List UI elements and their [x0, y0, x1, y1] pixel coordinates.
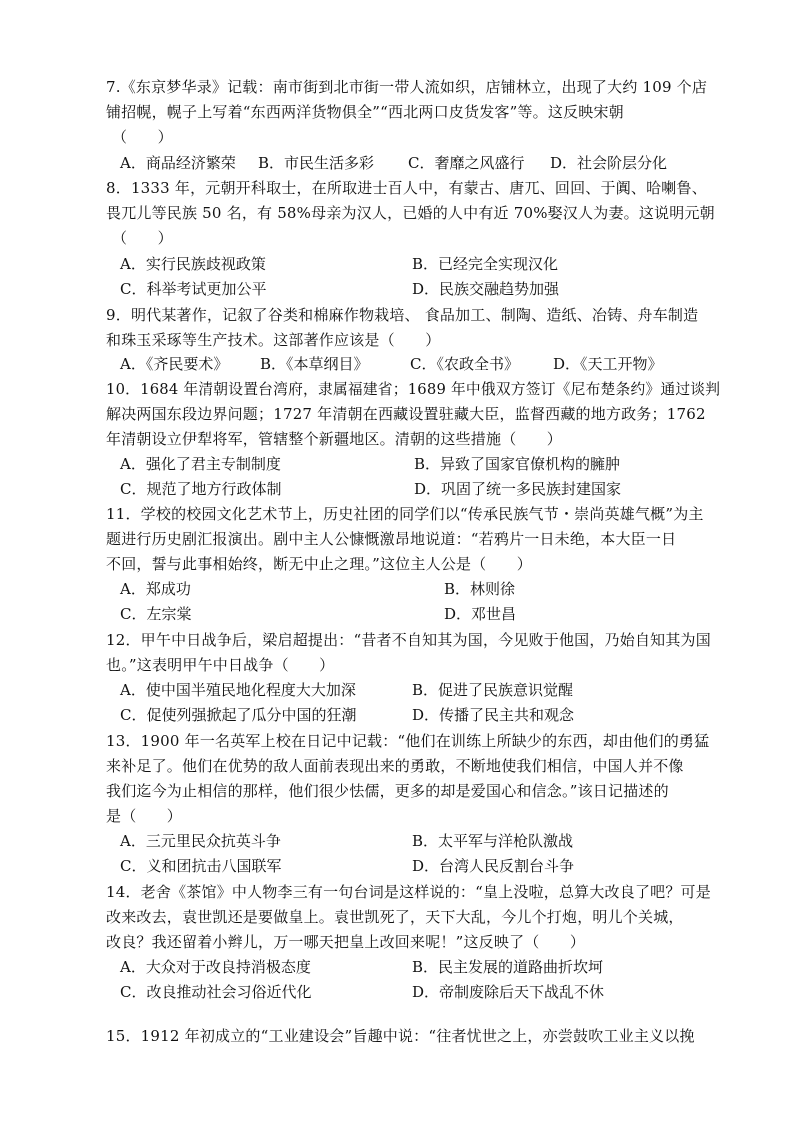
question-9-option-d[interactable]: D．《天工开物》: [553, 355, 663, 373]
question-9-option-b[interactable]: B．《本草纲目》: [260, 355, 369, 373]
question-12-option-c[interactable]: C．促使列强掀起了瓜分中国的狂潮: [120, 706, 357, 724]
question-12-option-a[interactable]: A．使中国半殖民地化程度大大加深: [120, 681, 356, 699]
question-8-option-d[interactable]: D．民族交融趋势加强: [412, 280, 560, 298]
question-13-option-c[interactable]: C．义和团抗击八国联军: [120, 857, 282, 875]
question-12-option-b[interactable]: B．促进了民族意识觉醒: [412, 681, 574, 699]
question-8-line-3: （ ）: [112, 229, 173, 247]
question-11-line-2: 题进行历史剧汇报演出。剧中主人公慷慨激昂地说道：“若鸦片一日未绝，本大臣一日: [106, 530, 677, 548]
question-12-line-1: 12．甲午中日战争后，梁启超提出：“昔者不自知其为国，今见败于他国，乃始自知其为国: [106, 631, 711, 649]
question-10-line-1: 10．1684 年清朝设置台湾府，隶属福建省；1689 年中俄双方签订《尼布楚条约》通过谈判: [106, 380, 721, 398]
question-14-option-c[interactable]: C．改良推动社会习俗近代化: [120, 983, 312, 1001]
question-8-option-a[interactable]: A．实行民族歧视政策: [120, 255, 266, 273]
question-14-option-b[interactable]: B．民主发展的道路曲折坎坷: [412, 958, 604, 976]
question-10-option-b[interactable]: B．异致了国家官僚机构的臃肿: [414, 455, 621, 473]
question-13-option-d[interactable]: D．台湾人民反割台斗争: [412, 857, 575, 875]
question-8-option-c[interactable]: C．科举考试更加公平: [120, 280, 267, 298]
question-11-option-b[interactable]: B．林则徐: [444, 580, 516, 598]
question-11-option-c[interactable]: C．左宗棠: [120, 605, 192, 623]
question-14-line-1: 14．老舍《茶馆》中人物李三有一句台词是这样说的：“皇上没啦，总算大改良了吧？可是: [106, 883, 711, 901]
question-14-option-d[interactable]: D．帝制废除后天下战乱不休: [412, 983, 605, 1001]
question-7-line-3: （ ）: [112, 128, 173, 146]
question-8-option-b[interactable]: B．已经完全实现汉化: [412, 255, 559, 273]
question-7-option-c[interactable]: C．奢靡之风盛行: [408, 154, 525, 172]
question-7-line-2: 铺招幌，幌子上写着“东西两洋货物俱全”“西北两口皮货发客”等。这反映宋朝: [106, 103, 624, 121]
question-7-option-d[interactable]: D．社会阶层分化: [550, 154, 668, 172]
question-13-line-2: 来补足了。他们在优势的敌人面前表现出来的勇敢，不断地使我们相信，中国人并不像: [106, 757, 684, 775]
question-9-line-2: 和珠玉采琢等生产技术。这部著作应该是（ ）: [106, 331, 441, 349]
question-13-line-1: 13．1900 年一名英军上校在日记中记载：“他们在训练上所缺少的东西，却由他们的勇猛: [106, 732, 710, 750]
question-10-option-c[interactable]: C．规范了地方行政体制: [120, 480, 282, 498]
question-11-line-1: 11．学校的校园文化艺术节上，历史社团的同学们以“传承民族气节・崇尚英雄气概”为主: [106, 505, 704, 523]
question-7-option-b[interactable]: B．市民生活多彩: [258, 154, 375, 172]
question-10-option-d[interactable]: D．巩固了统一多民族封建国家: [414, 480, 622, 498]
question-15-line-1: 15．1912 年初成立的“工业建设会”旨趣中说：“往者忧世之上，亦尝鼓吹工业主义以挽: [106, 1027, 695, 1045]
question-11-option-d[interactable]: D．邓世昌: [444, 605, 517, 623]
question-11-option-a[interactable]: A．郑成功: [120, 580, 191, 598]
question-9-line-1: 9．明代某著作，记叙了谷类和棉麻作物栽培、 食品加工、制陶、造纸、冶铸、舟车制造: [106, 306, 699, 324]
question-10-option-a[interactable]: A．强化了君主专制制度: [120, 455, 281, 473]
question-9-option-c[interactable]: C．《农政全书》: [410, 355, 519, 373]
question-13-option-b[interactable]: B．太平军与洋枪队激战: [412, 832, 574, 850]
question-12-line-2: 也。”这表明甲午中日战争（ ）: [106, 656, 335, 674]
question-9-option-a[interactable]: A．《齐民要术》: [120, 355, 229, 373]
question-10-line-3: 年清朝设立伊犁将军，管辖整个新疆地区。清朝的这些措施（ ）: [106, 430, 563, 448]
question-12-option-d[interactable]: D．传播了民主共和观念: [412, 706, 575, 724]
question-7-line-1: 7.《东京梦华录》记载：南市街到北市街一带人流如织，店铺林立，出现了大约 109 个店: [106, 78, 708, 96]
question-14-line-2: 改来改去，袁世凯还是要做皇上。袁世凯死了，天下大乱，今儿个打炮，明儿个关城，: [106, 908, 684, 926]
question-8-line-1: 8．1333 年，元朝开科取士，在所取进士百人中，有蒙古、唐兀、回回、于阗、哈喇鲁、: [106, 179, 707, 197]
question-10-line-2: 解决两国东段边界问题；1727 年清朝在西藏设置驻藏大臣，监督西藏的地方政务；1762: [106, 405, 706, 423]
question-8-line-2: 畏兀儿等民族 50 名，有 58%母亲为汉人，已婚的人中有近 70%娶汉人为妻。这说明元朝: [106, 204, 715, 222]
question-13-line-3: 我们迄今为止相信的那样，他们很少怯儒，更多的却是爱国心和信念。”该日记描述的: [106, 782, 669, 800]
question-7-option-a[interactable]: A．商品经济繁荣: [120, 154, 236, 172]
question-13-line-4: 是（ ）: [106, 807, 183, 825]
question-13-option-a[interactable]: A．三元里民众抗英斗争: [120, 832, 281, 850]
question-14-line-3: 改良？我还留着小辫儿，万一哪天把皇上改回来呢！”这反映了（ ）: [106, 933, 586, 951]
question-14-option-a[interactable]: A．大众对于改良持消极态度: [120, 958, 311, 976]
question-11-line-3: 不回，誓与此事相始终，断无中止之理。”这位主人公是（ ）: [106, 555, 532, 573]
